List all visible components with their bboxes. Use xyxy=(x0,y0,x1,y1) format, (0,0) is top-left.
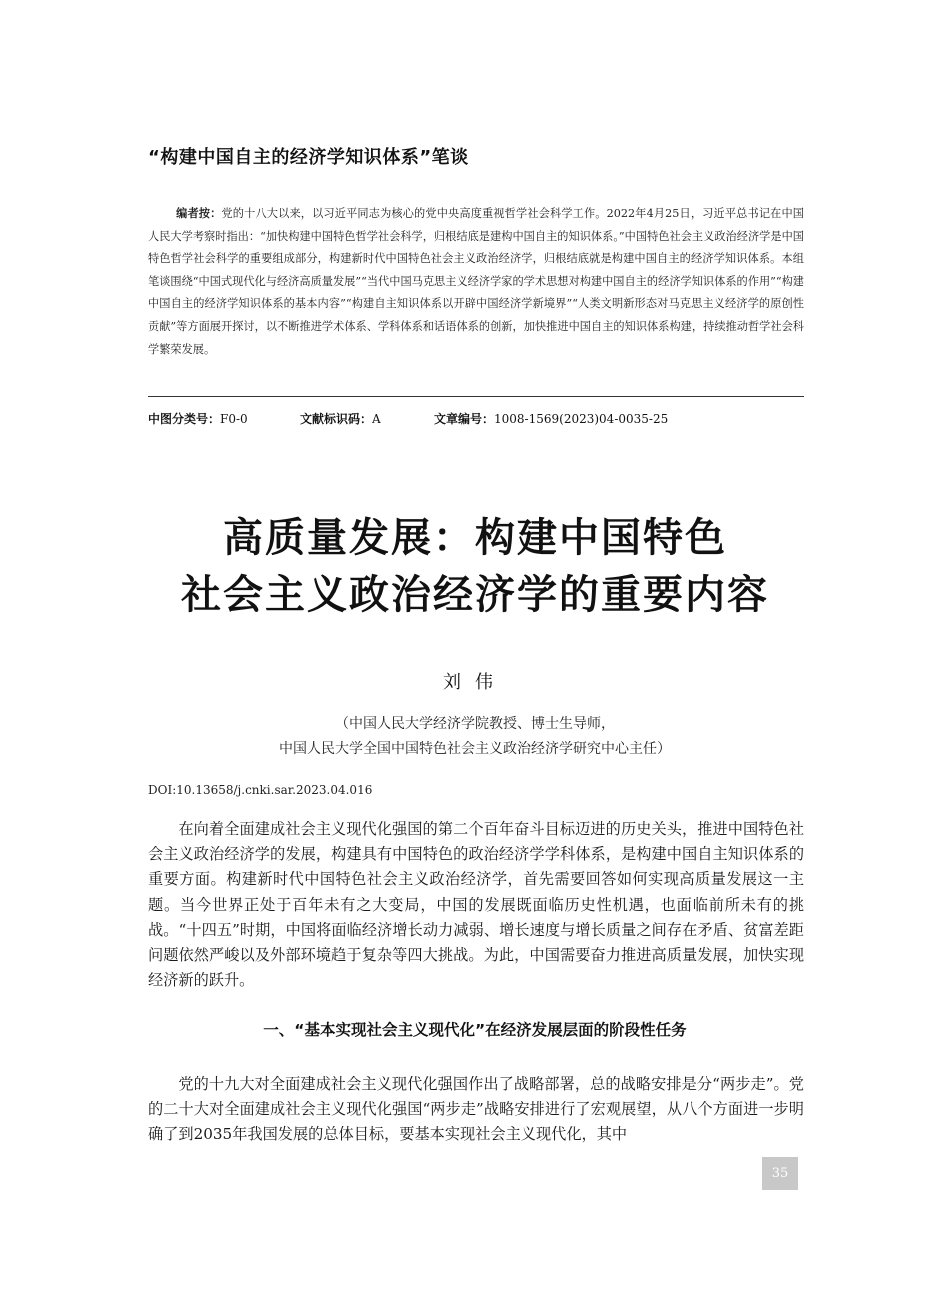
clc-label: 中图分类号： xyxy=(148,412,221,426)
body-paragraph-2: 党的十九大对全面建成社会主义现代化强国作出了战略部署，总的战略安排是分“两步走”。党的二十大对全面建成社会主义现代化强国“两步走”战略安排进行了宏观展望，从八个方面进一步明确了到2035年我国发展的总体目标，要基本实现社会主义现代化，其中 xyxy=(148,1075,804,1144)
doi: DOI:10.13658/j.cnki.sar.2023.04.016 xyxy=(148,783,373,797)
column-title: “构建中国自主的经济学知识体系”笔谈 xyxy=(148,147,469,168)
page-number: 35 xyxy=(762,1157,798,1190)
divider-rule xyxy=(148,396,804,397)
body-paragraph-1: 在向着全面建成社会主义现代化强国的第二个百年奋斗目标迈进的历史关头，推进中国特色社会主义政治经济学的发展，构建具有中国特色的政治经济学学科体系，是构建中国自主知识体系的重要方面。构建新时代中国特色社会主义政治经济学，首先需要回答如何实现高质量发展这一主题。当今世界正处于百年未有之大变局，中国的发展既面临历史性机遇，也面临前所未有的挑战。“十四五”时期，中国将面临经济增长动力减弱、增长速度与增长质量之间存在矛盾、贫富差距问题依然严峻以及外部环境趋于复杂等四大挑战。为此，中国需要奋力推进高质量发展，加快实现经济新的跃升。 xyxy=(148,820,804,990)
article-number xyxy=(434,410,668,427)
article-title-line-2: 社会主义政治经济学的重要内容 xyxy=(181,571,769,618)
doc-code-value: A xyxy=(372,412,381,426)
editor-note xyxy=(148,203,804,361)
classification-line xyxy=(148,410,804,427)
editor-note-label: 编者按： xyxy=(176,207,222,220)
article-no-label: 文章编号： xyxy=(434,412,495,426)
affiliation-line-2: 中国人民大学全国中国特色社会主义政治经济学研究中心主任） xyxy=(279,741,671,757)
clc-code xyxy=(148,410,300,427)
article-no-value: 1008-1569(2023)04-0035-25 xyxy=(494,412,669,426)
editor-note-text: 党的十八大以来，以习近平同志为核心的党中央高度重视哲学社会科学工作。2022年4月25日，习近平总书记在中国人民大学考察时指出：“加快构建中国特色哲学社会科学，归根结底是建构中国自主的知识体系。”中国特色社会主义政治经济学是中国特色哲学社会科学的重要组成部分，构建新时代中国特色社会主义政治经济学，归根结底就是构建中国自主的经济学知识体系。本组笔谈围绕“中国式现代化与经济高质量发展”“当代中国马克思主义经济学家的学术思想对构建中国自主的经济学知识体系的作用”“构建中国自主的经济学知识体系的基本内容”“构建自主知识体系以开辟中国经济学新境界”“人类文明新形态对马克思主义经济学的原创性贡献”等方面展开探讨，以不断推进学术体系、学科体系和话语体系的创新，加快推进中国自主的知识体系构建，持续推动哲学社会科学繁荣发展。 xyxy=(148,207,804,356)
doc-code xyxy=(300,410,434,427)
section-heading: 一、“基本实现社会主义现代化”在经济发展层面的阶段性任务 xyxy=(263,1021,687,1039)
clc-value: F0-0 xyxy=(220,412,248,426)
author-name: 刘伟 xyxy=(443,672,507,693)
doc-code-label: 文献标识码： xyxy=(300,412,373,426)
affiliation-line-1: （中国人民大学经济学院教授、博士生导师， xyxy=(335,716,615,732)
article-title-line-1: 高质量发展：构建中国特色 xyxy=(223,514,727,561)
